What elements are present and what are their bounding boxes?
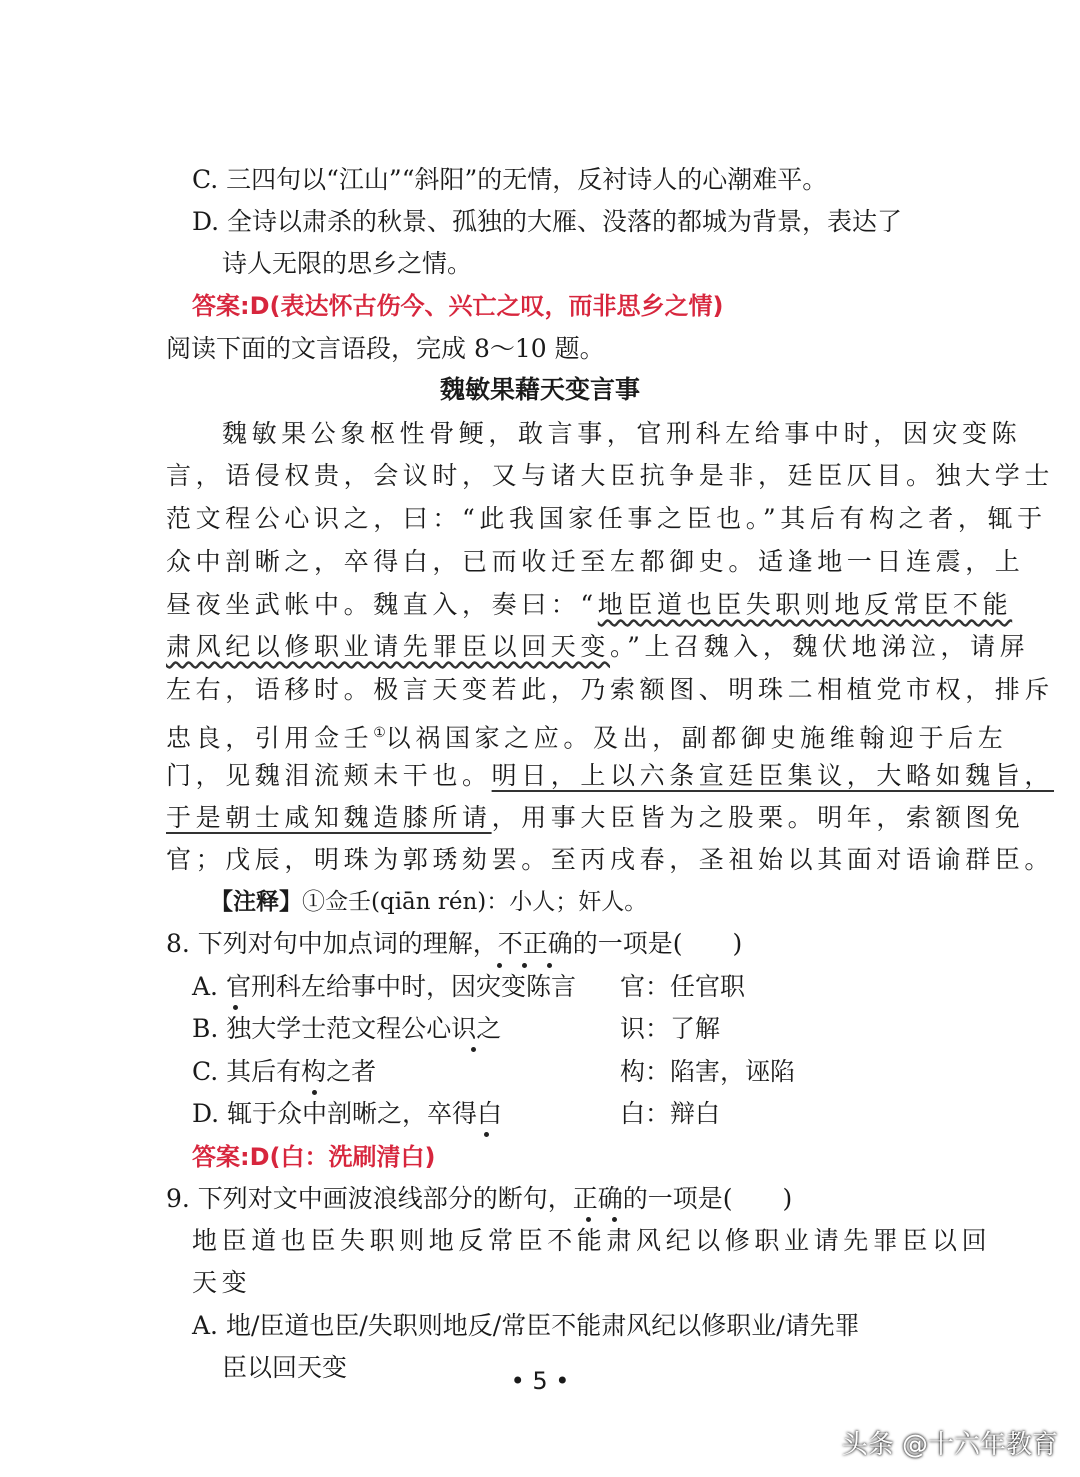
passage-line: 魏敏果公象枢性骨鲠，敢言事，官刑科左给事中时，因灾变陈 — [222, 419, 1022, 448]
annotation — [210, 885, 647, 919]
wavy-underlined-text: 地臣道也臣失职则地反常臣不能 — [597, 590, 1013, 619]
passage-text: 忠良，引用佥壬 — [166, 723, 374, 753]
emphasis-dot — [471, 1047, 476, 1052]
q8-option-d: D. 辄于众中剖晰之，卒得白 — [192, 1099, 503, 1128]
q8-option-c: C. 其后有构之者 — [192, 1057, 377, 1086]
passage-line — [166, 759, 1054, 793]
underlined-text: 明日，上以六条宣廷臣集议，大略如魏旨， — [491, 761, 1055, 790]
underlined-text: 于是朝士咸知魏造膝所请 — [166, 803, 492, 832]
question-9-stem: 9. 下列对文中画波浪线部分的断句，正确的一项是( ) — [166, 1184, 793, 1213]
passage-line — [166, 630, 1029, 664]
passage-text: 昼夜坐武帐中。魏直入，奏曰：“ — [166, 590, 598, 619]
passage-text: ，用事大臣皆为之股栗。明年，索额图免 — [491, 803, 1025, 832]
passage-line — [166, 801, 1024, 835]
emphasis-dot — [586, 1217, 591, 1222]
emphasis-dot — [547, 963, 552, 968]
option-d-line2: 诗人无限的思乡之情。 — [222, 249, 473, 278]
page-number: • 5 • — [510, 1367, 570, 1395]
emphasis-dot — [312, 1090, 317, 1095]
q9-option-a-line2: 臣以回天变 — [222, 1353, 348, 1382]
q8-option-a: A. 官刑科左给事中时，因灾变陈言 — [192, 972, 576, 1001]
q9-quoted-text: 地臣道也臣失职则地反常臣不能肃风纪以修职业请先罪臣以回 — [192, 1226, 992, 1255]
passage-line — [166, 588, 1012, 622]
passage-line: 言，语侵权贵，会议时，又与诸大臣抗争是非，廷臣仄目。独大学士 — [166, 461, 1055, 490]
footnote-marker: ① — [373, 725, 386, 741]
emphasis-dot — [484, 1132, 489, 1137]
question-8-stem: 8. 下列对句中加点词的理解，不正确的一项是( ) — [166, 929, 743, 958]
wavy-underlined-text: 肃风纪以修职业请先罪臣以回天变 — [166, 632, 611, 661]
q8-option-d-meaning: 白：辩白 — [620, 1099, 721, 1128]
passage-text: 。”上召魏入，魏伏地涕泣，请屏 — [610, 632, 1030, 661]
emphasis-dot — [233, 1005, 238, 1010]
passage-text: 以祸国家之应。及出，副都御史施维翰迎于后左 — [385, 723, 1008, 753]
q8-option-b: B. 独大学士范文程公心识之 — [192, 1014, 502, 1043]
passage-line: 众中剖晰之，卒得白，已而收迁至左都御史。适逢地一日连震，上 — [166, 547, 1025, 576]
q8-option-c-meaning: 构：陷害，诬陷 — [620, 1057, 796, 1086]
passage-line: 范文程公心识之，曰：“此我国家任事之臣也。”其后有构之者，辄于 — [166, 504, 1047, 533]
option-c: C. 三四句以“江山”“斜阳”的无情，反衬诗人的心潮难平。 — [192, 165, 828, 194]
answer-q7: 答案:D(表达怀古伤今、兴亡之叹，而非思乡之情) — [192, 292, 724, 320]
annotation-text: ①佥壬(qiān rén)：小人；奸人。 — [302, 889, 648, 915]
passage-line: 官；戊辰，明珠为郭琇劾罢。至丙戌春，圣祖始以其面对语谕群臣。 — [166, 845, 1055, 874]
passage-line: 左右，语移时。极言天变若此，乃索额图、明珠二相植党市权，排斥 — [166, 675, 1055, 704]
reading-instruction: 阅读下面的文言语段，完成 8～10 题。 — [166, 334, 605, 363]
emphasis-dot — [612, 1217, 617, 1222]
passage-line — [166, 716, 1007, 755]
annotation-label: 【注释】 — [210, 889, 302, 915]
answer-q8: 答案:D(白：洗刷清白) — [192, 1143, 436, 1171]
q9-quoted-text: 天变 — [192, 1268, 252, 1297]
q9-option-a: A. 地/臣道也臣/失职则地反/常臣不能肃风纪以修职业/请先罪 — [192, 1311, 860, 1340]
q8-option-a-meaning: 官：任官职 — [620, 972, 746, 1001]
passage-text: 门，见魏泪流颊未干也。 — [166, 761, 492, 790]
passage-title: 魏敏果藉天变言事 — [439, 375, 640, 404]
emphasis-dot — [522, 963, 527, 968]
q8-option-b-meaning: 识：了解 — [620, 1014, 721, 1043]
option-d-line1: D. 全诗以肃杀的秋景、孤独的大雁、没落的都城为背景，表达了 — [192, 207, 903, 236]
emphasis-dot — [497, 963, 502, 968]
watermark: 头条 @十六年教育 — [841, 1430, 1058, 1460]
